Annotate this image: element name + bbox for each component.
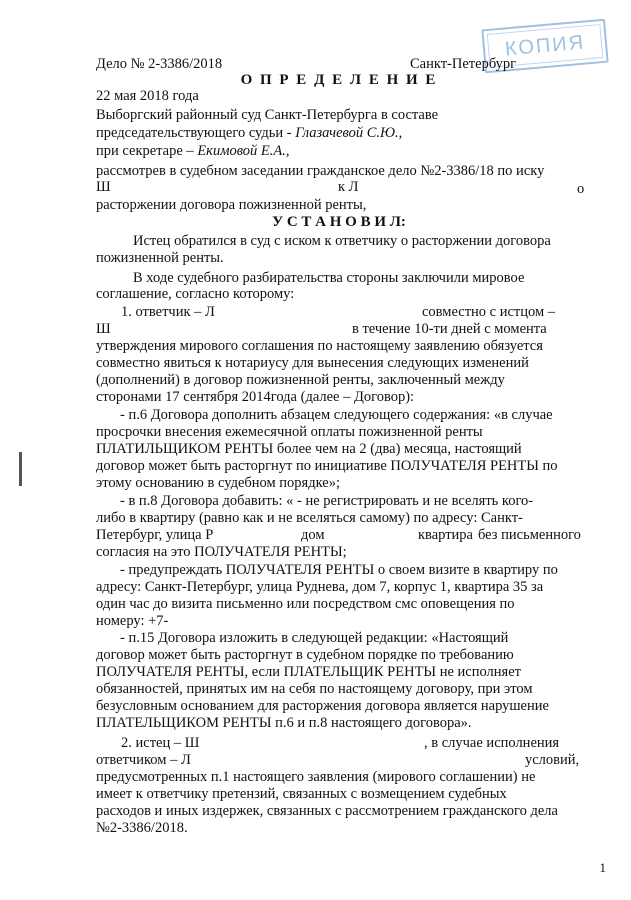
item-p6-line-4: договор может быть расторгнут по инициативе ПОЛУЧАТЕЛЯ РЕНТЫ по [96,458,558,474]
para-3-line-3: утверждения мирового соглашения по настоящему заявлению обязуется [96,338,543,354]
para-4-line-1a: 2. истец – Ш [121,735,200,751]
item-p8-line-3c: квартира [418,527,473,543]
intro-case: рассмотрев в судебном заседании гражданское дело №2-3386/18 по иску [96,163,545,179]
item-visit-line-4: номеру: +7- [96,613,169,629]
item-p8-line-4: согласия на это ПОЛУЧАТЕЛЯ РЕНТЫ; [96,544,347,560]
document-date: 22 мая 2018 года [96,88,199,104]
para-4-line-5: расходов и иных издержек, связанных с рассмотрением гражданского дела [96,803,558,819]
para-2-line-2: соглашение, согласно которому: [96,286,295,302]
intro-parties-1: Ш [96,179,111,195]
item-p6-line-3: ПЛАТИЛЬЩИКОМ РЕНТЫ более чем на 2 (два) месяца, настоящий [96,441,522,457]
para-4-line-2b: условий, [525,752,580,768]
item-p8-line-3a: Петербург, улица Р [96,527,214,543]
intro-subject: расторжении договора пожизненной ренты, [96,197,367,213]
item-visit-line-1: - предупреждать ПОЛУЧАТЕЛЯ РЕНТЫ о своем визите в квартиру по [120,562,558,578]
item-p15-line-6: ПЛАТЕЛЬЩИКОМ РЕНТЫ п.6 и п.8 настоящего договора». [96,715,472,731]
copy-stamp: КОПИЯ [481,19,608,74]
item-p8-line-3b: дом [301,527,325,543]
para-4-line-4: имеет к ответчику претензий, связанных с возмещением судебных [96,786,507,802]
para-3-line-2a: Ш [96,321,111,337]
item-p15-line-3: ПОЛУЧАТЕЛЯ РЕНТЫ, если ПЛАТЕЛЬЩИК РЕНТЫ не исполняет [96,664,521,680]
para-2-line-1: В ходе судебного разбирательства стороны заключили мировое [133,270,525,286]
intro-court: Выборгский районный суд Санкт-Петербурга в составе [96,107,439,123]
item-p6-line-2: просрочки внесения ежемесячной оплаты пожизненной ренты [96,424,483,440]
intro-secretary: при секретаре – Екимовой Е.А., [96,143,290,159]
item-p15-line-4: обязанностей, принятых им на себя по настоящему договору, при этом [96,681,533,697]
document-title: О П Р Е Д Е Л Е Н И Е [240,72,438,88]
para-4-line-1b: , в случае исполнения [424,735,560,751]
para-3-line-2b: в течение 10-ти дней с момента [352,321,547,337]
item-p15-line-2: договор может быть расторгнут в судебном порядке по требованию [96,647,514,663]
case-number: Дело № 2-3386/2018 [96,56,223,72]
item-p8-line-2: либо в квартиру (равно как и не вселяться самому) по адресу: Санкт- [96,510,523,526]
item-visit-line-3: один час до визита письменно или посредством смс оповещения по [96,596,515,612]
para-4-line-6: №2-3386/2018. [96,820,188,836]
city: Санкт-Петербург [410,56,517,72]
para-3-line-1b: совместно с истцом – [422,304,556,320]
item-p6-line-5: этому основанию в судебном порядке»; [96,475,341,491]
para-1-line-1: Истец обратился в суд с иском к ответчику о расторжении договора [133,233,551,249]
item-p6-line-1: - п.6 Договора дополнить абзацем следующего содержания: «в случае [120,407,553,423]
intro-parties-2: к Л [338,179,359,195]
item-p8-line-3d: без письменного [478,527,581,543]
item-p15-line-1: - п.15 Договора изложить в следующей редакции: «Настоящий [120,630,509,646]
para-3-line-5: (дополнений) в договор пожизненной ренты, заключенный между [96,372,505,388]
item-p15-line-5: безусловным основанием для расторжения договора является нарушение [96,698,549,714]
para-3-line-4: совместно явиться к нотариусу для вынесения следующих изменений [96,355,529,371]
intro-parties-3: о [577,181,585,197]
para-3-line-6: сторонами 17 сентября 2014года (далее – Договор): [96,389,415,405]
item-p8-line-1: - в п.8 Договора добавить: « - не регистрировать и не вселять кого- [120,493,534,509]
item-visit-line-2: адресу: Санкт-Петербург, улица Руднева, дом 7, корпус 1, квартира 35 за [96,579,544,595]
para-1-line-2: пожизненной ренты. [96,250,224,266]
intro-judge: председательствующего судьи - Глазачевой С.Ю., [96,125,403,141]
page-number: 1 [599,860,606,875]
para-3-line-1a: 1. ответчик – Л [121,304,215,320]
section-title: У С Т А Н О В И Л: [272,214,406,230]
para-4-line-2a: ответчиком – Л [96,752,191,768]
para-4-line-3: предусмотренных п.1 настоящего заявления (мирового соглашении) не [96,769,536,785]
margin-mark [19,452,22,486]
